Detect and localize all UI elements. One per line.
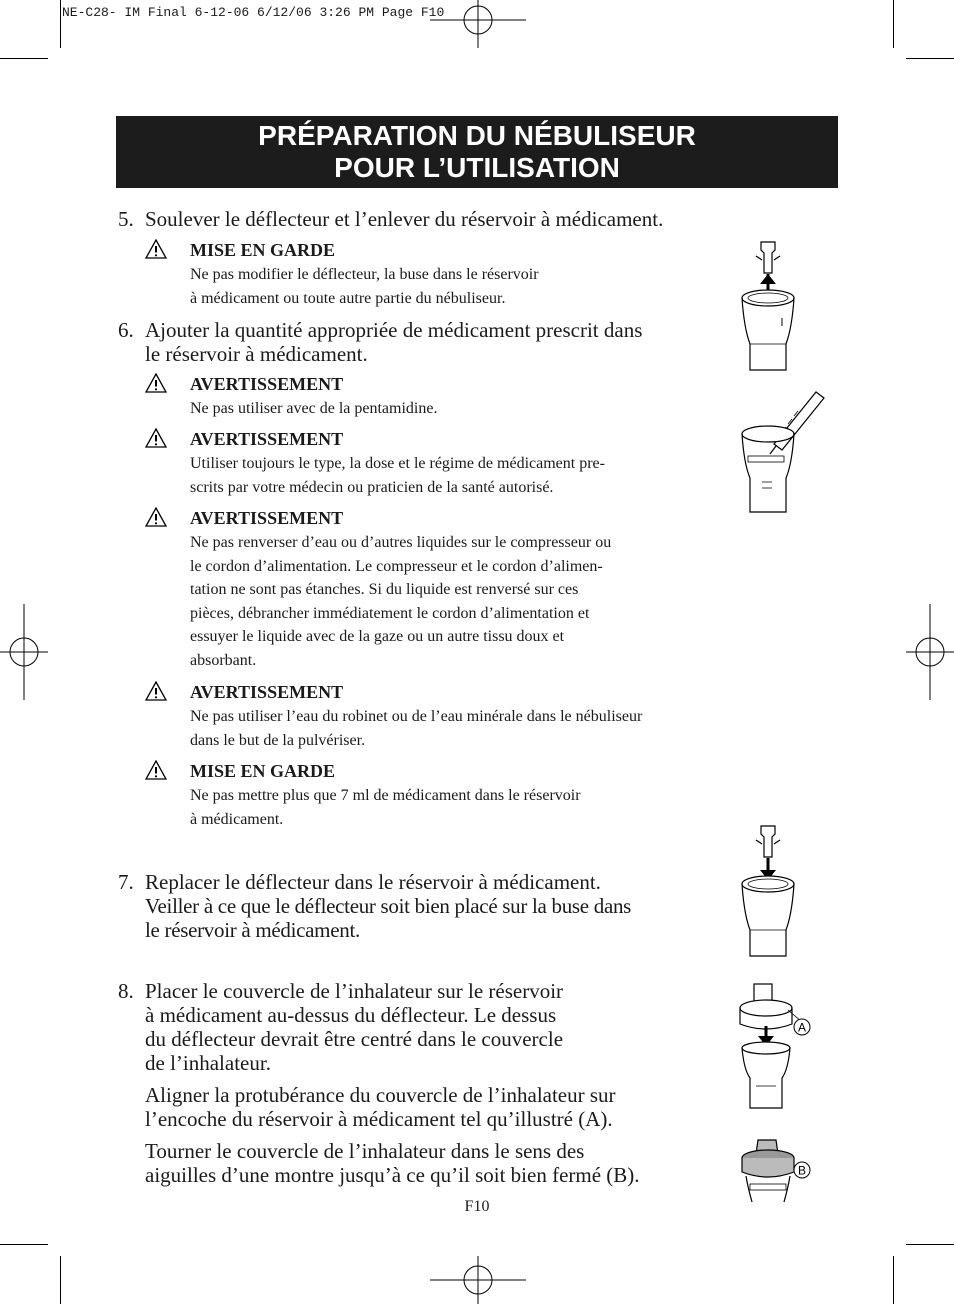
label-b: B (797, 1163, 807, 1178)
warning-text: Ne pas renverser d’eau ou d’autres liquides sur le compresseur ou le cordon d’alimentation. Le compresseur et le cordon d’alimen- tation ne sont pas étanches. Si du liquide est renversé sur ces pièces, débrancher immédiatement le cordon d’alimentation et essuyer le liquide avec de la gaze ou un autre tissu doux et absorbant. (190, 534, 612, 669)
step-text: Soulever le déflecteur et l’enlever du réservoir à médicament. (145, 207, 664, 231)
warning-triangle-icon (145, 239, 167, 259)
warning-heading: AVERTISSEMENT (190, 508, 344, 528)
caution-heading: MISE EN GARDE (190, 761, 336, 781)
registration-mark-bottom (430, 1254, 526, 1304)
step-text: Ajouter la quantité appropriée de médicament prescrit dans le réservoir à médicament. (145, 318, 643, 366)
add-medication-illustration (736, 386, 826, 518)
registration-mark-right (906, 604, 954, 700)
step-text: Replacer le déflecteur dans le réservoir à médicament. Veiller à ce que le déflecteur soit bien placé sur la buse dans le réservoir à médicament. (145, 870, 632, 942)
warning-triangle-icon (145, 428, 167, 448)
step-number: 6. (118, 318, 134, 342)
warning-heading: AVERTISSEMENT (190, 429, 344, 449)
registration-mark-left (0, 604, 48, 700)
step-number: 8. (118, 979, 134, 1003)
warning-triangle-icon (145, 760, 167, 780)
deflector-removal-illustration (736, 238, 800, 380)
inhaler-top-align-illustration (736, 980, 818, 1114)
caution-heading: MISE EN GARDE (190, 240, 336, 260)
warning-triangle-icon (145, 373, 167, 393)
step-number: 7. (118, 870, 134, 894)
warning-triangle-icon (145, 681, 167, 701)
caution-text: Ne pas mettre plus que 7 ml de médicament dans le réservoir à médicament. (190, 787, 581, 828)
registration-mark-top (430, 0, 526, 50)
page-number: F10 (464, 1198, 490, 1215)
step-number: 5. (118, 207, 134, 231)
warning-text: Ne pas utiliser avec de la pentamidine. (190, 400, 438, 417)
section-title (116, 116, 838, 188)
deflector-replace-illustration (736, 822, 800, 964)
warning-heading: AVERTISSEMENT (190, 682, 344, 702)
caution-text: Ne pas modifier le déflecteur, la buse dans le réservoir à médicament ou toute autre partie du nébuliseur. (190, 266, 539, 307)
step-text: Placer le couvercle de l’inhalateur sur le réservoir à médicament au-dessus du déflecteur. Le dessus du déflecteur devrait être centré dans le couvercle de l’inhalateur. Aligner la protubérance du couvercle de l’inhalateur sur l’encoche du réservoir à médicament tel qu’illustré (A). Tourner le couvercle de l’inhalateur dans le sens des aiguilles d’une montre jusqu’à ce qu’il soit bien fermé (B). (145, 979, 640, 1187)
warning-text: Ne pas utiliser l’eau du robinet ou de l’eau minérale dans le nébuliseur dans le but de la pulvériser. (190, 708, 643, 749)
warning-text: Utiliser toujours le type, la dose et le régime de médicament pre- scrits par votre médecin ou praticien de la santé autorisé. (190, 455, 605, 496)
label-a: A (797, 1020, 807, 1035)
print-slug: NE-C28- IM Final 6-12-06 6/12/06 3:26 PM Page F10 (62, 5, 445, 20)
warning-heading: AVERTISSEMENT (190, 374, 344, 394)
title-line-1: PRÉPARATION DU NÉBULISEUR (258, 120, 696, 151)
label-a-circle (792, 1017, 812, 1037)
label-b-circle (792, 1160, 812, 1180)
title-line-2: POUR L’UTILISATION (334, 152, 620, 183)
warning-triangle-icon (145, 507, 167, 527)
